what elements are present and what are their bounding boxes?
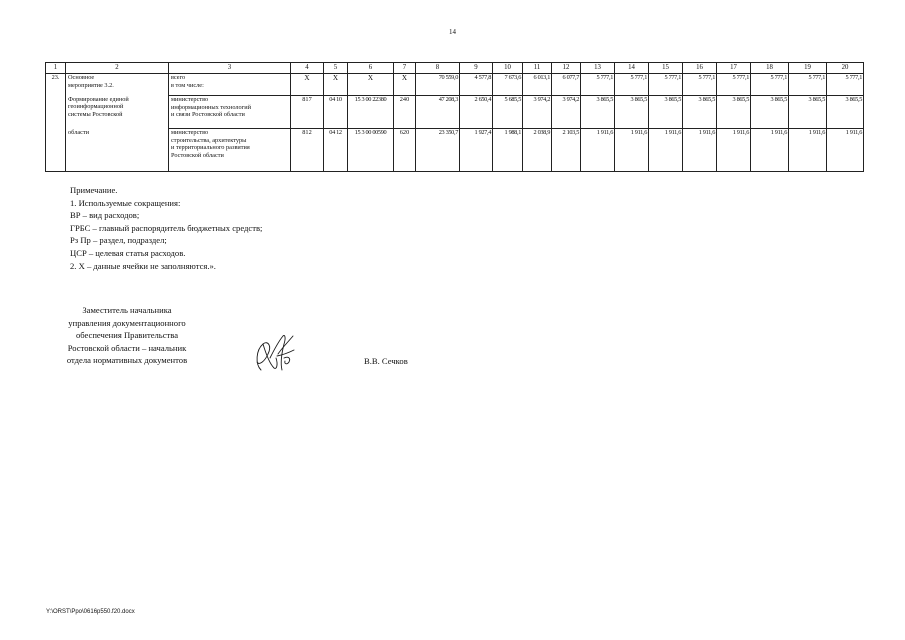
signer-title-line: обеспечения Правительства: [75, 330, 179, 341]
note-line: ВР – вид расходов;: [70, 210, 140, 221]
measure-name-line: геоинформационной: [68, 103, 124, 111]
cell-year: 5 777,1: [683, 74, 717, 96]
budget-table: [45, 62, 864, 172]
cell-rzpr: 04 12: [324, 129, 348, 172]
measure-name-line: Формирование единой: [68, 95, 129, 103]
row-number: 23.: [46, 74, 66, 96]
cell-year: 3 865,5: [789, 96, 827, 129]
cell-year: 3 865,5: [615, 96, 649, 129]
cell-vr: X: [394, 74, 416, 96]
cell-year: 3 974,2: [523, 96, 552, 129]
expense-label-line: министерство: [171, 96, 209, 103]
cell-grbs: 812: [291, 129, 324, 172]
handwritten-signature-icon: [250, 328, 300, 374]
measure-name: [66, 74, 169, 96]
column-number-row: [46, 63, 864, 74]
cell-year: 1 911,6: [751, 129, 789, 172]
expense-label-line: строительства, архитектуры: [171, 136, 247, 144]
page-number: 14: [449, 28, 456, 36]
column-number: 13: [581, 63, 615, 74]
row-number-continuation: [46, 96, 66, 129]
notes-block: [70, 184, 262, 272]
cell-total: 23 350,7: [416, 129, 460, 172]
column-number: 5: [324, 63, 348, 74]
cell-vr: 240: [394, 96, 416, 129]
cell-year: 1 911,6: [649, 129, 683, 172]
cell-csr: X: [348, 74, 394, 96]
cell-grbs: X: [291, 74, 324, 96]
cell-total: 47 208,3: [416, 96, 460, 129]
cell-year: 7 673,6: [493, 74, 523, 96]
column-number: 12: [552, 63, 581, 74]
expense-label-line: в том числе:: [171, 81, 204, 89]
file-path: Y:\ORST\Ppo\0616p550.f20.docx: [46, 609, 135, 615]
table-row: [46, 96, 864, 129]
cell-year: 1 911,6: [827, 129, 864, 172]
cell-year: 6 077,7: [552, 74, 581, 96]
column-number: 16: [683, 63, 717, 74]
expense-label: [169, 129, 291, 172]
cell-year: 5 777,1: [615, 74, 649, 96]
expense-label: [169, 96, 291, 129]
measure-name-line: Основное: [68, 74, 95, 81]
cell-year: 3 865,5: [751, 96, 789, 129]
cell-year: 2 038,9: [523, 129, 552, 172]
cell-year: 5 777,1: [827, 74, 864, 96]
expense-label: [169, 74, 291, 96]
cell-year: 5 685,5: [493, 96, 523, 129]
row-number-continuation: [46, 129, 66, 172]
column-number: 20: [827, 63, 864, 74]
cell-csr: 15 3 00 22380: [348, 96, 394, 129]
cell-year: 5 777,1: [581, 74, 615, 96]
measure-name-continued: [66, 96, 169, 129]
cell-year: 1 911,6: [717, 129, 751, 172]
cell-rzpr: X: [324, 74, 348, 96]
cell-year: 3 865,5: [581, 96, 615, 129]
cell-grbs: 817: [291, 96, 324, 129]
measure-name-line: мероприятие 3.2.: [68, 81, 114, 89]
column-number: 15: [649, 63, 683, 74]
cell-year: 3 865,5: [649, 96, 683, 129]
cell-total: 70 559,0: [416, 74, 460, 96]
measure-name-continued: [66, 129, 169, 172]
expense-label-line: Ростовской области: [171, 152, 224, 160]
table-row: [46, 74, 864, 96]
note-line: 1. Используемые сокращения:: [70, 197, 181, 208]
measure-name-line: системы Ростовской: [68, 110, 123, 118]
cell-year: 3 865,5: [683, 96, 717, 129]
expense-label-line: всего: [171, 74, 186, 81]
cell-year: 1 911,6: [615, 129, 649, 172]
signer-title: [42, 304, 212, 367]
signer-name: В.В. Сечков: [364, 356, 408, 366]
column-number: 11: [523, 63, 552, 74]
expense-label-line: и связи Ростовской области: [171, 111, 245, 119]
cell-year: 3 865,5: [717, 96, 751, 129]
cell-year: 3 865,5: [827, 96, 864, 129]
cell-year: 1 911,6: [581, 129, 615, 172]
cell-year: 6 013,1: [523, 74, 552, 96]
table-row: [46, 129, 864, 172]
cell-year: 5 777,1: [717, 74, 751, 96]
column-number: 9: [460, 63, 493, 74]
measure-name-line: области: [68, 128, 90, 136]
column-number: 19: [789, 63, 827, 74]
expense-label-line: информационных технологий: [171, 103, 251, 111]
signer-title-line: Ростовской области – начальник: [67, 342, 187, 353]
notes-heading: Примечание.: [70, 185, 118, 195]
cell-vr: 620: [394, 129, 416, 172]
cell-year: 4 577,8: [460, 74, 493, 96]
column-number: 7: [394, 63, 416, 74]
note-line: ГРБС – главный распорядитель бюджетных средств;: [70, 222, 263, 233]
cell-year: 5 777,1: [649, 74, 683, 96]
cell-year: 1 911,6: [683, 129, 717, 172]
expense-label-line: и территориального развития: [171, 144, 250, 152]
note-line: 2. X – данные ячейки не заполняются.».: [70, 260, 216, 271]
signer-title-line: Заместитель начальника: [82, 305, 172, 315]
expense-label-line: министерство: [171, 129, 209, 136]
signer-title-line: управления документационного: [68, 317, 186, 328]
cell-year: 1 911,6: [789, 129, 827, 172]
column-number: 14: [615, 63, 649, 74]
note-line: Рз Пр – раздел, подраздел;: [70, 235, 167, 246]
cell-year: 5 777,1: [751, 74, 789, 96]
note-line: ЦСР – целевая статья расходов.: [70, 247, 186, 258]
column-number: 1: [46, 63, 66, 74]
cell-year: 5 777,1: [789, 74, 827, 96]
column-number: 2: [66, 63, 169, 74]
column-number: 6: [348, 63, 394, 74]
signer-title-line: отдела нормативных документов: [66, 355, 188, 366]
cell-year: 3 974,2: [552, 96, 581, 129]
cell-year: 2 650,4: [460, 96, 493, 129]
column-number: 3: [169, 63, 291, 74]
column-number: 4: [291, 63, 324, 74]
cell-year: 1 927,4: [460, 129, 493, 172]
column-number: 10: [493, 63, 523, 74]
cell-rzpr: 04 10: [324, 96, 348, 129]
cell-year: 2 103,5: [552, 129, 581, 172]
column-number: 17: [717, 63, 751, 74]
cell-year: 1 988,1: [493, 129, 523, 172]
column-number: 8: [416, 63, 460, 74]
cell-csr: 15 3 00 00590: [348, 129, 394, 172]
column-number: 18: [751, 63, 789, 74]
